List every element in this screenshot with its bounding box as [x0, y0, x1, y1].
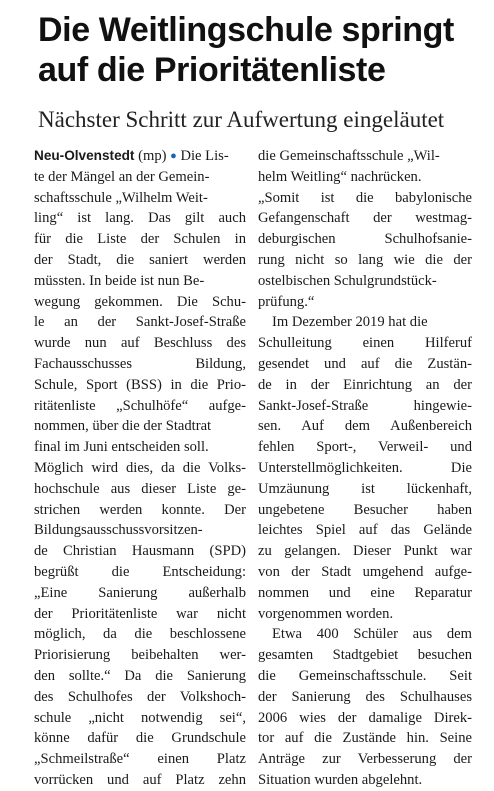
- text-line: nommen, über die der Stadtrat: [34, 418, 212, 435]
- text-line: nommen und eine Reparatur: [258, 584, 472, 601]
- text-line: hochschule aus dieser Liste ge-: [34, 480, 246, 497]
- text-line: tor auf die Zustände hin. Seine: [258, 730, 472, 747]
- text-line: „Eine Sanierung außerhalb: [34, 584, 246, 601]
- text-line: Priorisierung beibehalten wer-: [34, 647, 246, 664]
- text-line: Unterstellmöglichkeiten. Die: [258, 459, 472, 476]
- text-line: der Prioritätenliste war nicht: [34, 605, 246, 622]
- headline: [38, 10, 478, 90]
- text-line: Sankt-Josef-Straße hingewie-: [258, 397, 472, 414]
- text-line: leichtes Spiel auf das Gelände: [258, 522, 472, 539]
- text-line: des Schulhofes der Volkshoch-: [34, 688, 246, 705]
- text-line: fehlen Sport-, Verweil- und: [258, 439, 472, 456]
- text-line: [34, 146, 246, 167]
- text-line: Situation wurden abgelehnt.: [258, 771, 423, 788]
- headline-line: Die Weitlingschule springt: [38, 11, 454, 49]
- text-line: begrüßt die Entscheidung:: [34, 563, 246, 580]
- text-line: Im Dezember 2019 hat die: [272, 314, 428, 331]
- text-line: von der Stadt umgehend aufge-: [258, 563, 472, 580]
- headline-line: auf die Prioritätenliste: [38, 51, 386, 89]
- text-line: de in der Einrichtung an der: [258, 376, 472, 393]
- article-column-left: [34, 146, 246, 791]
- text-fragment: Die Lis-: [176, 148, 229, 164]
- text-line: vorgenommen worden.: [258, 605, 394, 622]
- text-line: sen. Auf dem Außenbereich: [258, 418, 472, 435]
- text-line: „Somit ist die babylonische: [258, 189, 472, 206]
- text-line: die Gemeinschaftsschule. Seit: [258, 667, 472, 684]
- text-line: schule „nicht notwendig sei“,: [34, 709, 246, 726]
- column-body: [258, 146, 472, 791]
- text-line: ritätenliste „Schulhöfe“ aufge-: [34, 397, 246, 414]
- text-line: strichen werden konnte. Der: [34, 501, 246, 518]
- bullet-icon: ●: [170, 150, 177, 162]
- text-line: den sollte.“ Da die Sanierung: [34, 667, 246, 684]
- author-tag: (mp): [134, 148, 167, 164]
- text-line: gesamten Stadtgebiet besuchen: [258, 647, 472, 664]
- column-body: [34, 167, 246, 791]
- text-line: rung nicht so lang wie die der: [258, 251, 472, 268]
- text-line: deburgischen Schulhofsanie-: [258, 231, 472, 248]
- text-line: Fachausschusses Bildung,: [34, 355, 246, 372]
- text-line: der Stadt, die saniert werden: [34, 251, 246, 268]
- text-line: wurde nun auf Beschluss des: [34, 335, 246, 352]
- text-line: ostelbischen Schulgrundstück-: [258, 272, 437, 289]
- text-line: ling“ ist lang. Das gilt auch: [34, 210, 246, 227]
- text-line: Schulleitung einen Hilferuf: [258, 335, 472, 352]
- text-line: Etwa 400 Schüler aus dem: [272, 626, 472, 643]
- text-line: schaftsschule „Wilhelm Weit-: [34, 189, 208, 206]
- text-line: Gefangenschaft der westmag-: [258, 210, 472, 227]
- text-line: Möglich wird dies, da die Volks-: [34, 459, 246, 476]
- text-line: 2006 wies der damalige Direk-: [258, 709, 472, 726]
- text-line: final im Juni entscheiden soll.: [34, 439, 209, 456]
- text-line: Anträge zur Verbesserung der: [258, 751, 472, 768]
- text-line: prüfung.“: [258, 293, 315, 310]
- dateline: Neu-Olvenstedt: [34, 148, 135, 163]
- text-line: Schule, Sport (BSS) in die Prio-: [34, 376, 246, 393]
- text-line: der Sanierung des Schulhauses: [258, 688, 472, 705]
- text-line: Umzäunung ist lückenhaft,: [258, 480, 472, 497]
- text-line: „Schmeilstraße“ einen Platz: [34, 751, 246, 768]
- text-line: gesendet und auf die Zustän-: [258, 355, 472, 372]
- text-line: te der Mängel an der Gemein-: [34, 168, 210, 185]
- text-line: für die Liste der Schulen in: [34, 231, 246, 248]
- text-line: le an der Sankt-Josef-Straße: [34, 314, 246, 331]
- text-line: müssten. In beide ist nun Be-: [34, 272, 205, 289]
- text-line: vorrücken und auf Platz zehn: [34, 771, 246, 788]
- text-line: ungebetene Besucher haben: [258, 501, 472, 518]
- text-line: helm Weitling“ nachrücken.: [258, 168, 422, 185]
- article-column-right: [258, 146, 472, 791]
- text-line: zu gelangen. Dieser Punkt war: [258, 543, 472, 560]
- text-line: möglich, da die beschlossene: [34, 626, 246, 643]
- text-line: die Gemeinschaftsschule „Wil-: [258, 148, 440, 164]
- text-line: de Christian Hausmann (SPD): [34, 543, 246, 560]
- text-line: Bildungsausschussvorsitzen-: [34, 522, 203, 539]
- subheadline: Nächster Schritt zur Aufwertung eingeläutet: [38, 107, 445, 132]
- text-line: wegung gekommen. Die Schu-: [34, 293, 246, 310]
- text-line: könne dafür die Grundschule: [34, 730, 246, 747]
